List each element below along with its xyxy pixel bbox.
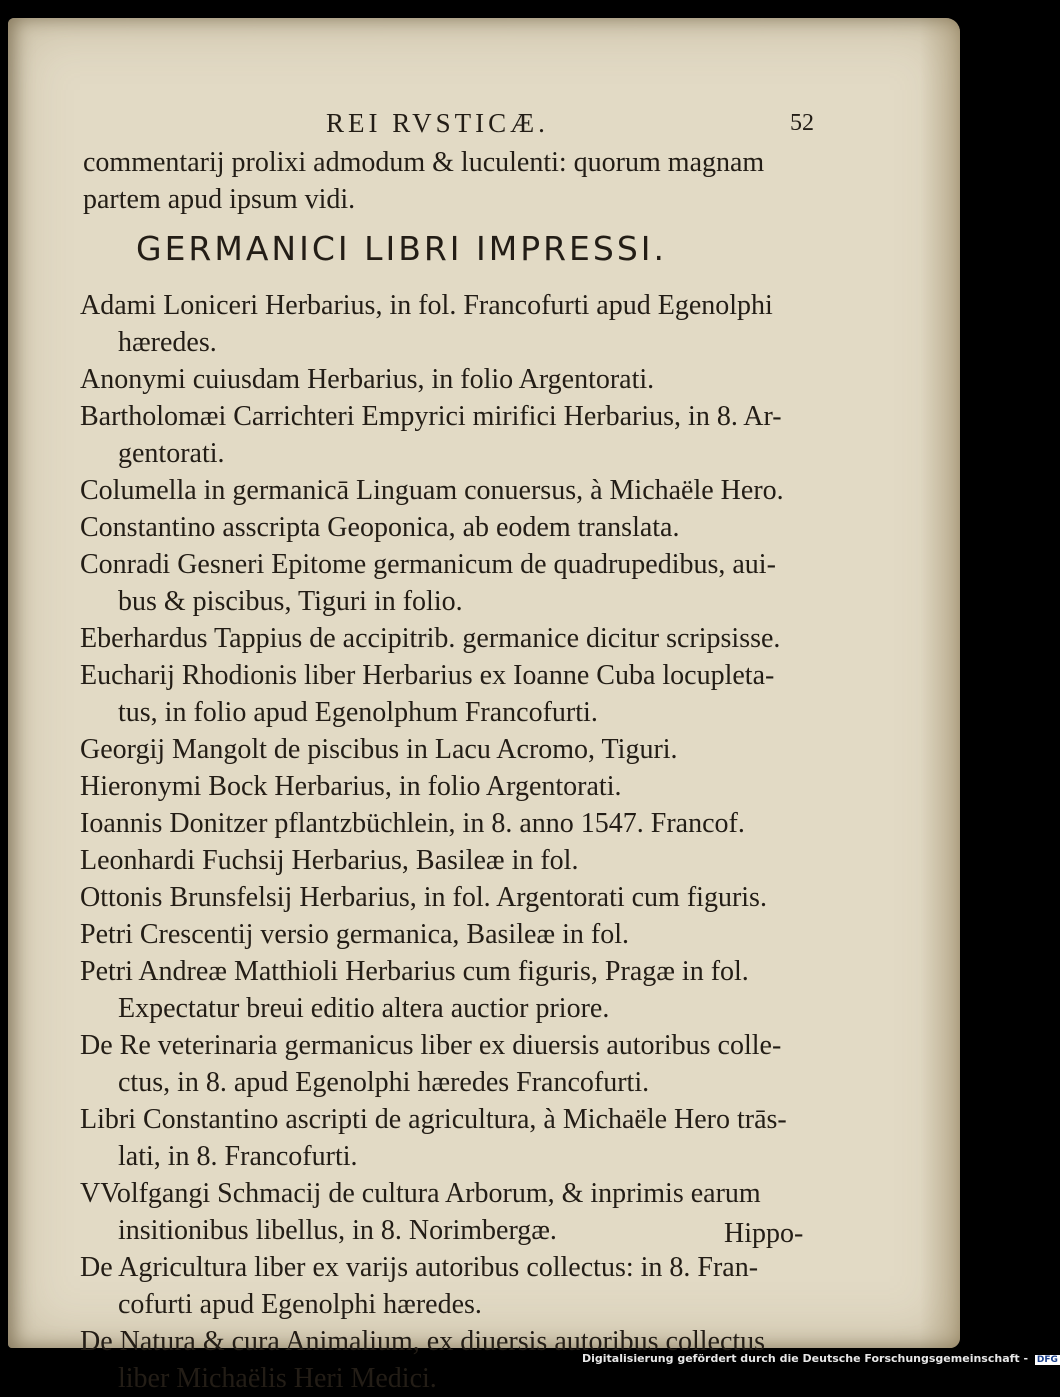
book-entry bbox=[80, 472, 820, 509]
page-number: 52 bbox=[790, 110, 814, 136]
entry-continuation-line: hæredes. bbox=[118, 327, 217, 358]
book-entry bbox=[80, 805, 820, 842]
entry-first-line: Libri Constantino ascripti de agricultura, à Michaële Hero trās- bbox=[80, 1104, 787, 1135]
running-head: REI RVSTICÆ. bbox=[326, 108, 549, 138]
entry-first-line: Columella in germanicā Linguam conuersus, à Michaële Hero. bbox=[80, 475, 784, 506]
intro-line: partem apud ipsum vidi. bbox=[83, 184, 356, 215]
entry-first-line: Georgij Mangolt de piscibus in Lacu Acromo, Tiguri. bbox=[80, 734, 678, 765]
book-entry bbox=[80, 953, 820, 1027]
book-entry bbox=[80, 657, 820, 731]
entry-first-line: Petri Andreæ Matthioli Herbarius cum figuris, Pragæ in fol. bbox=[80, 956, 749, 987]
book-entry bbox=[80, 620, 820, 657]
entry-first-line: Constantino asscripta Geoponica, ab eodem translata. bbox=[80, 512, 680, 543]
entry-first-line: Eucharij Rhodionis liber Herbarius ex Ioanne Cuba locupleta- bbox=[80, 660, 775, 691]
catchword: Hippo- bbox=[724, 1218, 804, 1249]
section-heading: GERMANICI LIBRI IMPRESSI. bbox=[136, 229, 667, 268]
book-entry bbox=[80, 1249, 820, 1323]
book-entry bbox=[80, 1027, 820, 1101]
credit-text: Digitalisierung gefördert durch die Deutsche Forschungsgemeinschaft - bbox=[582, 1352, 1029, 1365]
book-entry bbox=[80, 1101, 820, 1175]
book-entry bbox=[80, 398, 820, 472]
entry-first-line: Leonhardi Fuchsij Herbarius, Basileæ in fol. bbox=[80, 845, 579, 876]
book-entry bbox=[80, 768, 820, 805]
entry-first-line: De Natura & cura Animalium, ex diuersis autoribus collectus bbox=[80, 1326, 766, 1357]
book-entry bbox=[80, 1175, 820, 1249]
book-entry bbox=[80, 546, 820, 620]
page-body bbox=[80, 144, 820, 1397]
book-entry bbox=[80, 731, 820, 768]
entry-continuation-line: Expectatur breui editio altera auctior priore. bbox=[118, 993, 610, 1024]
entry-first-line: Bartholomæi Carrichteri Empyrici mirifici Herbarius, in 8. Ar- bbox=[80, 401, 782, 432]
book-entry bbox=[80, 842, 820, 879]
entry-first-line: Anonymi cuiusdam Herbarius, in folio Argentorati. bbox=[80, 364, 655, 395]
entry-continuation-line: tus, in folio apud Egenolphum Francofurti. bbox=[118, 697, 598, 728]
entry-first-line: De Agricultura liber ex varijs autoribus collectus: in 8. Fran- bbox=[80, 1252, 759, 1283]
book-entry bbox=[80, 287, 820, 361]
book-entry bbox=[80, 509, 820, 546]
entry-first-line: Petri Crescentij versio germanica, Basileæ in fol. bbox=[80, 919, 629, 950]
digitization-credit bbox=[582, 1352, 1060, 1365]
entry-continuation-line: cofurti apud Egenolphi hæredes. bbox=[118, 1289, 482, 1320]
book-entry bbox=[80, 916, 820, 953]
entry-continuation-line: liber Michaëlis Heri Medici. bbox=[118, 1363, 437, 1394]
entry-first-line: Hieronymi Bock Herbarius, in folio Argentorati. bbox=[80, 771, 622, 802]
entry-continuation-line: bus & piscibus, Tiguri in folio. bbox=[118, 586, 463, 617]
dfg-logo: DFG bbox=[1036, 1355, 1058, 1365]
intro-paragraph bbox=[83, 144, 820, 218]
entry-continuation-line: insitionibus libellus, in 8. Norimbergæ. bbox=[118, 1215, 557, 1246]
book-entry bbox=[80, 879, 820, 916]
entry-first-line: De Re veterinaria germanicus liber ex diuersis autoribus colle- bbox=[80, 1030, 782, 1061]
entry-continuation-line: lati, in 8. Francofurti. bbox=[118, 1141, 358, 1172]
entry-first-line: Ioannis Donitzer pflantzbüchlein, in 8. anno 1547. Francof. bbox=[80, 808, 745, 839]
book-entry bbox=[80, 361, 820, 398]
entry-first-line: VVolfgangi Schmacij de cultura Arborum, & inprimis earum bbox=[80, 1178, 761, 1209]
entry-continuation-line: gentorati. bbox=[118, 438, 225, 469]
intro-line: commentarij prolixi admodum & luculenti: quorum magnam bbox=[83, 147, 765, 178]
entry-first-line: Adami Loniceri Herbarius, in fol. Francofurti apud Egenolphi bbox=[80, 290, 773, 321]
book-list bbox=[80, 287, 820, 1397]
entry-continuation-line: ctus, in 8. apud Egenolphi hæredes Francofurti. bbox=[118, 1067, 650, 1098]
entry-first-line: Conradi Gesneri Epitome germanicum de quadrupedibus, aui- bbox=[80, 549, 776, 580]
entry-first-line: Ottonis Brunsfelsij Herbarius, in fol. Argentorati cum figuris. bbox=[80, 882, 767, 913]
entry-first-line: Eberhardus Tappius de accipitrib. germanice dicitur scripsisse. bbox=[80, 623, 781, 654]
